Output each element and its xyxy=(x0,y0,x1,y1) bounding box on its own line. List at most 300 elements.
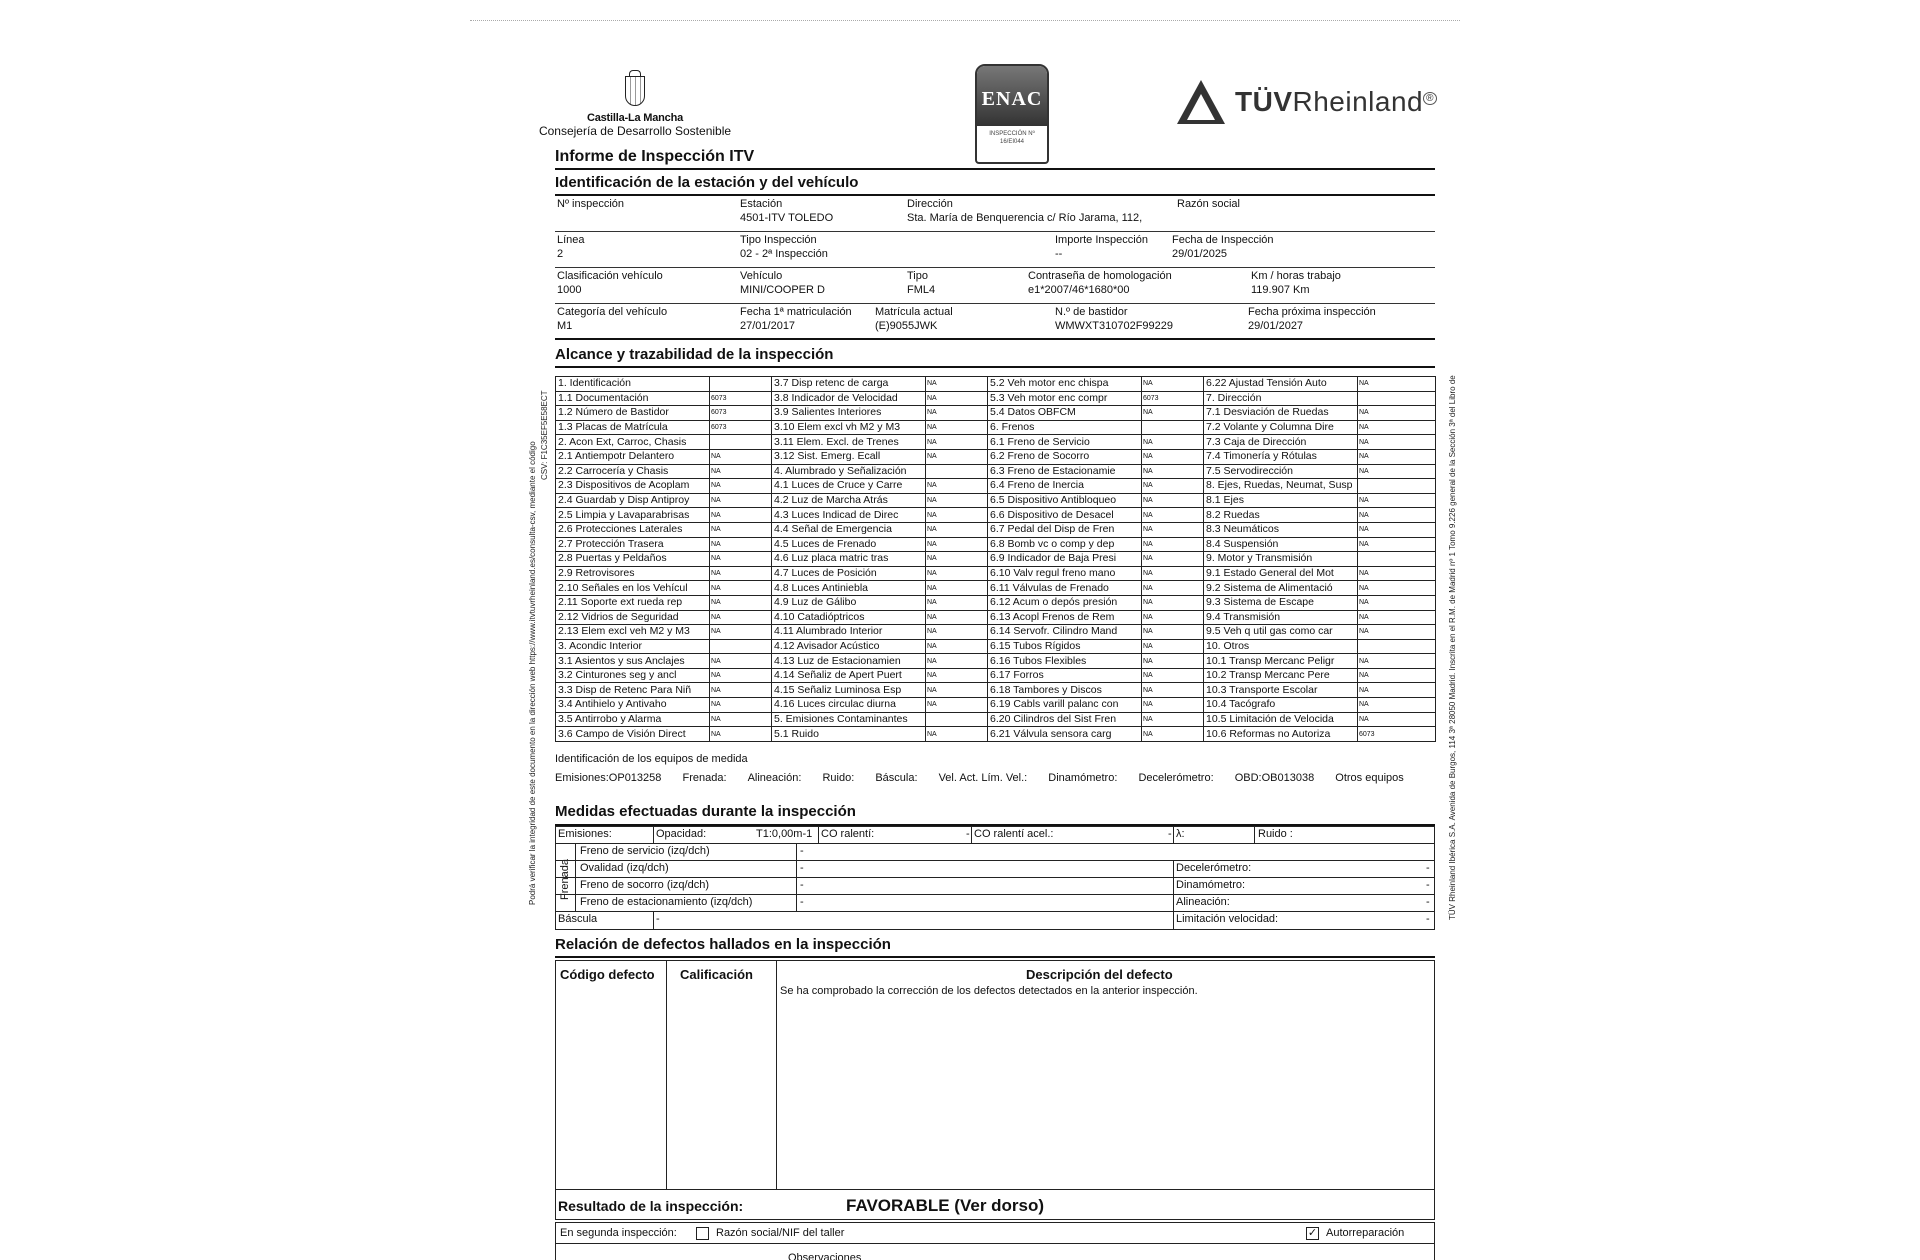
side-text-left-2: CSV: F1C35EF5E58ECT xyxy=(540,390,549,480)
freno-servicio-label: Freno de servicio (izq/dch) xyxy=(580,845,710,857)
scope-item-code: NA xyxy=(1358,435,1436,450)
scope-item-label: 4.14 Señaliz de Apert Puert xyxy=(772,668,926,683)
section-title-alcance: Alcance y trazabilidad de la inspección xyxy=(555,346,834,363)
scope-item-label: 6. Frenos xyxy=(988,420,1142,435)
autorreparacion-checkbox[interactable]: ✓ xyxy=(1307,1227,1318,1239)
scope-item-label: 10.2 Transp Mercanc Pere xyxy=(1204,668,1358,683)
scope-item-code: NA xyxy=(1142,537,1204,552)
scope-item-label: 7.1 Desviación de Ruedas xyxy=(1204,406,1358,421)
co-ralenti-label: CO ralentí: xyxy=(821,828,875,840)
equipment-item: Frenada: xyxy=(682,772,727,784)
emisiones-label: Emisiones: xyxy=(558,828,612,840)
id-field: Nº inspección xyxy=(557,198,624,210)
document-title: Informe de Inspección ITV xyxy=(555,148,755,165)
tuv-brand-rest: Rheinland xyxy=(1292,86,1424,117)
ovalidad-label: Ovalidad (izq/dch) xyxy=(580,862,669,874)
top-dotted-line xyxy=(470,20,1460,21)
scope-item-label: 6.17 Forros xyxy=(988,668,1142,683)
scope-item-code: NA xyxy=(1358,683,1436,698)
second-inspection-row xyxy=(555,1222,1435,1244)
equipment-item: Otros equipos xyxy=(1335,772,1404,784)
dash: - xyxy=(800,896,804,908)
scope-item-code: NA xyxy=(926,391,988,406)
scope-item-label: 6.5 Dispositivo Antibloqueo xyxy=(988,493,1142,508)
scope-row xyxy=(556,595,1436,610)
dash: - xyxy=(1426,862,1430,874)
scope-item-label: 4.10 Catadióptricos xyxy=(772,610,926,625)
scope-item-code: NA xyxy=(926,625,988,640)
scope-item-label: 2.12 Vidrios de Seguridad xyxy=(556,610,710,625)
observations-row xyxy=(555,1244,1435,1260)
scope-item-code: NA xyxy=(1142,377,1204,392)
scope-item-code xyxy=(1358,639,1436,654)
scope-item-code xyxy=(926,712,988,727)
scope-item-code: NA xyxy=(1142,581,1204,596)
equipment-item: OBD:OB013038 xyxy=(1234,772,1315,784)
id-field: Matrícula actual (E)9055JWK xyxy=(875,306,953,332)
scope-item-label: 2.6 Protecciones Laterales xyxy=(556,522,710,537)
scope-item-code: NA xyxy=(1358,493,1436,508)
id-field: Fecha próxima inspección 29/01/2027 xyxy=(1248,306,1376,332)
freno-estacionamiento-row xyxy=(556,895,1434,912)
scope-item-label: 3.3 Disp de Retenc Para Niñ xyxy=(556,683,710,698)
scope-item-code: NA xyxy=(1358,449,1436,464)
id-field: Fecha 1ª matriculación 27/01/2017 xyxy=(740,306,852,332)
scope-row xyxy=(556,712,1436,727)
scope-item-label: 6.21 Válvula sensora carg xyxy=(988,727,1142,742)
scope-item-code: NA xyxy=(1358,508,1436,523)
scope-item-code: NA xyxy=(710,493,772,508)
scope-item-label: 6.7 Pedal del Disp de Fren xyxy=(988,522,1142,537)
scope-item-code: NA xyxy=(710,508,772,523)
tuv-triangle-icon xyxy=(1177,80,1225,124)
scope-item-code: NA xyxy=(710,610,772,625)
coat-of-arms-icon xyxy=(624,70,646,110)
id-field: Clasificación vehículo 1000 xyxy=(557,270,663,296)
scope-item-code: NA xyxy=(1142,464,1204,479)
scope-item-code: NA xyxy=(926,727,988,742)
t1-value: T1:0,00m-1 xyxy=(756,828,813,840)
scope-item-code: NA xyxy=(710,625,772,640)
scope-item-label: 7.4 Timonería y Rótulas xyxy=(1204,449,1358,464)
decelerometro-label: Decelerómetro: xyxy=(1176,862,1252,874)
freno-socorro-label: Freno de socorro (izq/dch) xyxy=(580,879,709,891)
scope-item-label: 5. Emisiones Contaminantes xyxy=(772,712,926,727)
scope-row xyxy=(556,698,1436,713)
opacidad-label: Opacidad: xyxy=(656,828,707,840)
scope-item-code: NA xyxy=(1142,727,1204,742)
scope-item-code: NA xyxy=(710,727,772,742)
scope-item-label: 2. Acon Ext, Carroc, Chasis xyxy=(556,435,710,450)
title-rule xyxy=(555,168,1435,170)
scope-item-code: NA xyxy=(710,522,772,537)
scope-item-code xyxy=(710,435,772,450)
scope-item-label: 3.8 Indicador de Velocidad xyxy=(772,391,926,406)
scope-row xyxy=(556,625,1436,640)
scope-item-label: 4.16 Luces circulac diurna xyxy=(772,698,926,713)
scope-item-label: 2.8 Puertas y Peldaños xyxy=(556,552,710,567)
tuv-brand-bold: TÜV xyxy=(1235,86,1293,117)
scope-item-code: NA xyxy=(1142,493,1204,508)
scope-item-code: NA xyxy=(710,698,772,713)
scope-item-code: NA xyxy=(710,683,772,698)
equipment-row xyxy=(555,772,1435,785)
scope-item-label: 4.7 Luces de Posición xyxy=(772,566,926,581)
scope-row xyxy=(556,668,1436,683)
lambda-label: λ: xyxy=(1176,828,1185,840)
dash: - xyxy=(800,879,804,891)
scope-item-code: NA xyxy=(926,639,988,654)
id-row-1 xyxy=(555,196,1435,232)
scope-item-label: 10.3 Transporte Escolar xyxy=(1204,683,1358,698)
scope-item-label: 2.5 Limpia y Lavaparabrisas xyxy=(556,508,710,523)
alcance-rule xyxy=(555,366,1435,368)
scope-item-label: 3.7 Disp retenc de carga xyxy=(772,377,926,392)
razon-social-taller-label: Razón social/NIF del taller xyxy=(716,1227,845,1239)
side-text-left-csv xyxy=(540,390,549,480)
scope-item-label: 7.3 Caja de Dirección xyxy=(1204,435,1358,450)
scope-row xyxy=(556,435,1436,450)
scope-item-code: NA xyxy=(1142,610,1204,625)
scope-item-label: 9.5 Veh q util gas como car xyxy=(1204,625,1358,640)
scope-item-code: NA xyxy=(926,377,988,392)
scope-row xyxy=(556,406,1436,421)
scope-item-label: 1. Identificación xyxy=(556,377,710,392)
scope-item-label: 6.12 Acum o depós presión xyxy=(988,595,1142,610)
scope-row xyxy=(556,522,1436,537)
side-text-right xyxy=(1448,375,1457,920)
scope-row xyxy=(556,552,1436,567)
scope-item-code: NA xyxy=(1142,683,1204,698)
scope-item-code: NA xyxy=(1142,595,1204,610)
defectos-rule xyxy=(555,956,1435,958)
scope-item-code: NA xyxy=(926,683,988,698)
result-value: FAVORABLE (Ver dorso) xyxy=(846,1196,1045,1215)
castilla-la-mancha-logo xyxy=(515,70,755,138)
scope-item-code xyxy=(1358,552,1436,567)
scope-item-label: 4.5 Luces de Frenado xyxy=(772,537,926,552)
scope-item-label: 2.11 Soporte ext rueda rep xyxy=(556,595,710,610)
side-text-left-1: Podrá verificar la integridad de este documento en la dirección web https://www.itvtuvrheinland.es/consulta-csv, mediante el código xyxy=(528,441,537,905)
scope-item-code: NA xyxy=(1358,377,1436,392)
id-field: Tipo FML4 xyxy=(907,270,936,296)
id-field: Tipo Inspección 02 - 2ª Inspección xyxy=(740,234,828,260)
col-codigo-defecto: Código defecto xyxy=(560,967,655,982)
defects-table xyxy=(555,960,1435,1190)
scope-row xyxy=(556,566,1436,581)
scope-item-label: 4.12 Avisador Acústico xyxy=(772,639,926,654)
id-field: Fecha de Inspección 29/01/2025 xyxy=(1172,234,1274,260)
scope-item-code: NA xyxy=(1142,552,1204,567)
scope-item-label: 3.6 Campo de Visión Direct xyxy=(556,727,710,742)
scope-item-label: 6.11 Válvulas de Frenado xyxy=(988,581,1142,596)
scope-item-code xyxy=(710,639,772,654)
scope-item-code: NA xyxy=(710,566,772,581)
id-field: Razón social xyxy=(1177,198,1240,210)
scope-item-code: 6073 xyxy=(1142,391,1204,406)
scope-item-code: NA xyxy=(1358,537,1436,552)
scope-item-code: NA xyxy=(1358,668,1436,683)
scope-row xyxy=(556,508,1436,523)
dash: - xyxy=(800,862,804,874)
scope-item-code: NA xyxy=(926,654,988,669)
scope-item-code: NA xyxy=(710,449,772,464)
scope-item-code: NA xyxy=(1358,420,1436,435)
scope-item-code: NA xyxy=(1142,435,1204,450)
scope-row xyxy=(556,683,1436,698)
scope-item-label: 3.2 Cinturones seg y ancl xyxy=(556,668,710,683)
autorreparacion-label: Autorreparación xyxy=(1326,1227,1405,1239)
scope-item-label: 6.18 Tambores y Discos xyxy=(988,683,1142,698)
id-field: N.º de bastidor WMWXT310702F99229 xyxy=(1055,306,1173,332)
scope-item-label: 9.2 Sistema de Alimentació xyxy=(1204,581,1358,596)
scope-item-code: NA xyxy=(1142,639,1204,654)
scope-row xyxy=(556,654,1436,669)
scope-item-code: NA xyxy=(926,479,988,494)
observaciones-label: Observaciones xyxy=(788,1252,862,1260)
scope-item-label: 2.7 Protección Trasera xyxy=(556,537,710,552)
scope-item-code: NA xyxy=(926,552,988,567)
scope-item-label: 9.3 Sistema de Escape xyxy=(1204,595,1358,610)
equipment-item: Alineación: xyxy=(747,772,802,784)
scope-item-label: 10.5 Limitación de Velocida xyxy=(1204,712,1358,727)
ovalidad-row xyxy=(556,861,1434,878)
alineacion-label: Alineación: xyxy=(1176,896,1230,908)
scope-item-code: NA xyxy=(926,610,988,625)
ruido-label: Ruido : xyxy=(1258,828,1293,840)
id-field: Categoría del vehículo M1 xyxy=(557,306,668,332)
tuv-brand xyxy=(1235,86,1437,118)
scope-item-label: 4.9 Luz de Gálibo xyxy=(772,595,926,610)
scope-item-label: 10.1 Transp Mercanc Peligr xyxy=(1204,654,1358,669)
scope-item-code: NA xyxy=(926,566,988,581)
scope-item-code: NA xyxy=(926,449,988,464)
scope-item-code: NA xyxy=(1358,566,1436,581)
scope-item-label: 1.3 Placas de Matrícula xyxy=(556,420,710,435)
measurements-table xyxy=(555,826,1435,930)
scope-item-label: 7. Dirección xyxy=(1204,391,1358,406)
dash: - xyxy=(1426,879,1430,891)
scope-item-code: NA xyxy=(1358,712,1436,727)
scope-item-label: 3.10 Elem excl vh M2 y M3 xyxy=(772,420,926,435)
region-name: Castilla-La Mancha xyxy=(586,112,684,124)
scope-item-code: NA xyxy=(710,668,772,683)
scope-item-code: NA xyxy=(1358,625,1436,640)
scope-item-label: 8.4 Suspensión xyxy=(1204,537,1358,552)
col-calificacion: Calificación xyxy=(680,967,753,982)
scope-item-label: 4.1 Luces de Cruce y Carre xyxy=(772,479,926,494)
scope-item-code: NA xyxy=(1142,625,1204,640)
scope-item-code: NA xyxy=(710,595,772,610)
scope-item-code: NA xyxy=(926,508,988,523)
scope-item-code: NA xyxy=(926,668,988,683)
scope-item-label: 3.1 Asientos y sus Anclajes xyxy=(556,654,710,669)
scope-item-label: 2.3 Dispositivos de Acoplam xyxy=(556,479,710,494)
scope-item-code: NA xyxy=(1142,449,1204,464)
scope-item-code: NA xyxy=(926,595,988,610)
scope-item-label: 4.4 Señal de Emergencia xyxy=(772,522,926,537)
scope-item-label: 6.13 Acopl Frenos de Rem xyxy=(988,610,1142,625)
scope-item-code: NA xyxy=(926,420,988,435)
tuv-rheinland-logo xyxy=(1177,80,1437,124)
scope-item-label: 6.10 Valv regul freno mano xyxy=(988,566,1142,581)
scope-item-code: NA xyxy=(710,712,772,727)
scope-row xyxy=(556,479,1436,494)
scope-item-label: 6.20 Cilindros del Sist Fren xyxy=(988,712,1142,727)
scope-item-code: NA xyxy=(926,522,988,537)
scope-item-code: NA xyxy=(1358,581,1436,596)
segunda-inspeccion-checkbox[interactable] xyxy=(696,1227,709,1240)
equipment-label: Identificación de los equipos de medida xyxy=(555,753,748,765)
id-field: Contraseña de homologación e1*2007/46*1680*00 xyxy=(1028,270,1172,296)
scope-item-label: 3.12 Sist. Emerg. Ecall xyxy=(772,449,926,464)
scope-item-label: 6.14 Servofr. Cilindro Mand xyxy=(988,625,1142,640)
scope-item-label: 6.19 Cabls varill palanc con xyxy=(988,698,1142,713)
section-title-identificacion: Identificación de la estación y del vehículo xyxy=(555,174,859,191)
scope-item-label: 4.13 Luz de Estacionamien xyxy=(772,654,926,669)
id-field: Km / horas trabajo 119.907 Km xyxy=(1251,270,1341,296)
dash: - xyxy=(966,828,970,840)
segunda-inspeccion-label: En segunda inspección: xyxy=(560,1227,677,1239)
scope-item-code: NA xyxy=(1142,668,1204,683)
defect-description: Se ha comprobado la corrección de los defectos detectados en la anterior inspección. xyxy=(780,985,1198,997)
scope-row xyxy=(556,464,1436,479)
scope-item-code: NA xyxy=(710,552,772,567)
scope-item-label: 4. Alumbrado y Señalización xyxy=(772,464,926,479)
scope-row xyxy=(556,727,1436,742)
enac-sub: INSPECCIÓN Nº 16/EI044 xyxy=(989,131,1035,145)
scope-item-code: NA xyxy=(1358,610,1436,625)
result-row xyxy=(555,1190,1435,1220)
dash: - xyxy=(1168,828,1172,840)
id-field: Estación 4501-ITV TOLEDO xyxy=(740,198,834,224)
scope-item-label: 8.3 Neumáticos xyxy=(1204,522,1358,537)
department-name: Consejería de Desarrollo Sostenible xyxy=(538,124,732,138)
id-field: Vehículo MINI/COOPER D xyxy=(740,270,825,296)
dash: - xyxy=(800,845,804,857)
enac-logo-text: ENAC xyxy=(977,66,1047,126)
equipment-item: Emisiones:OP013258 xyxy=(555,772,662,784)
co-ralenti-acel-label: CO ralentí acel.: xyxy=(974,828,1054,840)
scope-item-label: 10.6 Reformas no Autoriza xyxy=(1204,727,1358,742)
section-title-defectos: Relación de defectos hallados en la inspección xyxy=(555,936,891,953)
id-row-4 xyxy=(555,304,1435,340)
scope-item-label: 8.2 Ruedas xyxy=(1204,508,1358,523)
scope-item-code: NA xyxy=(1358,464,1436,479)
scope-item-code: NA xyxy=(1358,406,1436,421)
bascula-row xyxy=(556,912,1434,929)
id-field: Dirección Sta. María de Benquerencia c/ Río Jarama, 112, xyxy=(907,198,1143,224)
scope-item-label: 4.11 Alumbrado Interior xyxy=(772,625,926,640)
scope-item-code: NA xyxy=(1358,595,1436,610)
scope-item-label: 2.4 Guardab y Disp Antiproy xyxy=(556,493,710,508)
scope-item-label: 7.5 Servodirección xyxy=(1204,464,1358,479)
id-row-3 xyxy=(555,268,1435,304)
scope-item-label: 3.9 Salientes Interiores xyxy=(772,406,926,421)
scope-item-label: 6.16 Tubos Flexibles xyxy=(988,654,1142,669)
scope-item-code: NA xyxy=(926,406,988,421)
dash: - xyxy=(656,913,660,925)
equipment-item: Vel. Act. Lím. Vel.: xyxy=(938,772,1028,784)
scope-item-label: 6.15 Tubos Rígidos xyxy=(988,639,1142,654)
col-descripcion: Descripción del defecto xyxy=(1026,967,1173,982)
tuv-registered: ® xyxy=(1423,92,1437,105)
scope-item-code: NA xyxy=(710,654,772,669)
scope-item-label: 3.4 Antihielo y Antivaho xyxy=(556,698,710,713)
scope-row xyxy=(556,493,1436,508)
scope-item-code: 6073 xyxy=(710,406,772,421)
scope-item-label: 3. Acondic Interior xyxy=(556,639,710,654)
scope-item-code: NA xyxy=(926,435,988,450)
freno-estacionamiento-label: Freno de estacionamiento (izq/dch) xyxy=(580,896,753,908)
scope-item-label: 6.1 Freno de Servicio xyxy=(988,435,1142,450)
dash: - xyxy=(1426,913,1430,925)
scope-item-code: NA xyxy=(1358,698,1436,713)
result-label: Resultado de la inspección: xyxy=(558,1198,744,1214)
scope-item-code xyxy=(1358,479,1436,494)
scope-item-label: 4.15 Señaliz Luminosa Esp xyxy=(772,683,926,698)
side-text-left xyxy=(528,441,537,905)
scope-item-code: NA xyxy=(710,581,772,596)
scope-row xyxy=(556,610,1436,625)
scope-item-label: 10. Otros xyxy=(1204,639,1358,654)
scope-item-label: 2.10 Señales en los Vehícul xyxy=(556,581,710,596)
scope-item-label: 8. Ejes, Ruedas, Neumat, Susp xyxy=(1204,479,1358,494)
scope-item-label: 4.2 Luz de Marcha Atrás xyxy=(772,493,926,508)
id-field: Línea 2 xyxy=(557,234,585,260)
scope-item-code: 6073 xyxy=(1358,727,1436,742)
scope-item-code xyxy=(1142,420,1204,435)
scope-row xyxy=(556,449,1436,464)
scope-item-label: 1.2 Número de Bastidor xyxy=(556,406,710,421)
scope-item-label: 4.8 Luces Antiniebla xyxy=(772,581,926,596)
scope-item-label: 4.6 Luz placa matric tras xyxy=(772,552,926,567)
scope-row xyxy=(556,391,1436,406)
scope-row xyxy=(556,639,1436,654)
scope-item-code: NA xyxy=(1358,522,1436,537)
scope-item-label: 5.3 Veh motor enc compr xyxy=(988,391,1142,406)
scope-item-label: 6.9 Indicador de Baja Presi xyxy=(988,552,1142,567)
scope-item-code: NA xyxy=(926,493,988,508)
scope-item-label: 9.1 Estado General del Mot xyxy=(1204,566,1358,581)
scope-item-code: NA xyxy=(1142,566,1204,581)
scope-item-label: 3.11 Elem. Excl. de Trenes xyxy=(772,435,926,450)
scope-row xyxy=(556,377,1436,392)
scope-item-label: 2.13 Elem excl veh M2 y M3 xyxy=(556,625,710,640)
equipment-item: Ruido: xyxy=(822,772,855,784)
scope-item-code: 6073 xyxy=(710,420,772,435)
scope-item-code: NA xyxy=(1142,479,1204,494)
scope-item-label: 2.2 Carrocería y Chasis xyxy=(556,464,710,479)
scope-row xyxy=(556,420,1436,435)
scope-item-code: NA xyxy=(710,479,772,494)
scope-item-code: NA xyxy=(926,698,988,713)
section-title-medidas: Medidas efectuadas durante la inspección xyxy=(555,803,856,820)
side-text-right-content: TÜV Rheinland Ibérica S.A. Avenida de Burgos, 114 3ª 28050 Madrid. Inscrita en el R.M. de Madrid nº 1 Tomo 9.226 general de la Sección 3ª del Libro de xyxy=(1448,375,1457,920)
scope-item-label: 6.8 Bomb vc o comp y dep xyxy=(988,537,1142,552)
id-row-2 xyxy=(555,232,1435,268)
scope-item-code: 6073 xyxy=(710,391,772,406)
scope-item-label: 3.5 Antirrobo y Alarma xyxy=(556,712,710,727)
scope-item-code xyxy=(1358,391,1436,406)
scope-item-label: 6.3 Freno de Estacionamie xyxy=(988,464,1142,479)
emissions-row xyxy=(556,827,1434,844)
scope-item-label: 2.1 Antiempotr Delantero xyxy=(556,449,710,464)
scope-item-code: NA xyxy=(926,581,988,596)
scope-row xyxy=(556,581,1436,596)
scope-item-label: 5.2 Veh motor enc chispa xyxy=(988,377,1142,392)
scope-item-label: 9. Motor y Transmisión xyxy=(1204,552,1358,567)
